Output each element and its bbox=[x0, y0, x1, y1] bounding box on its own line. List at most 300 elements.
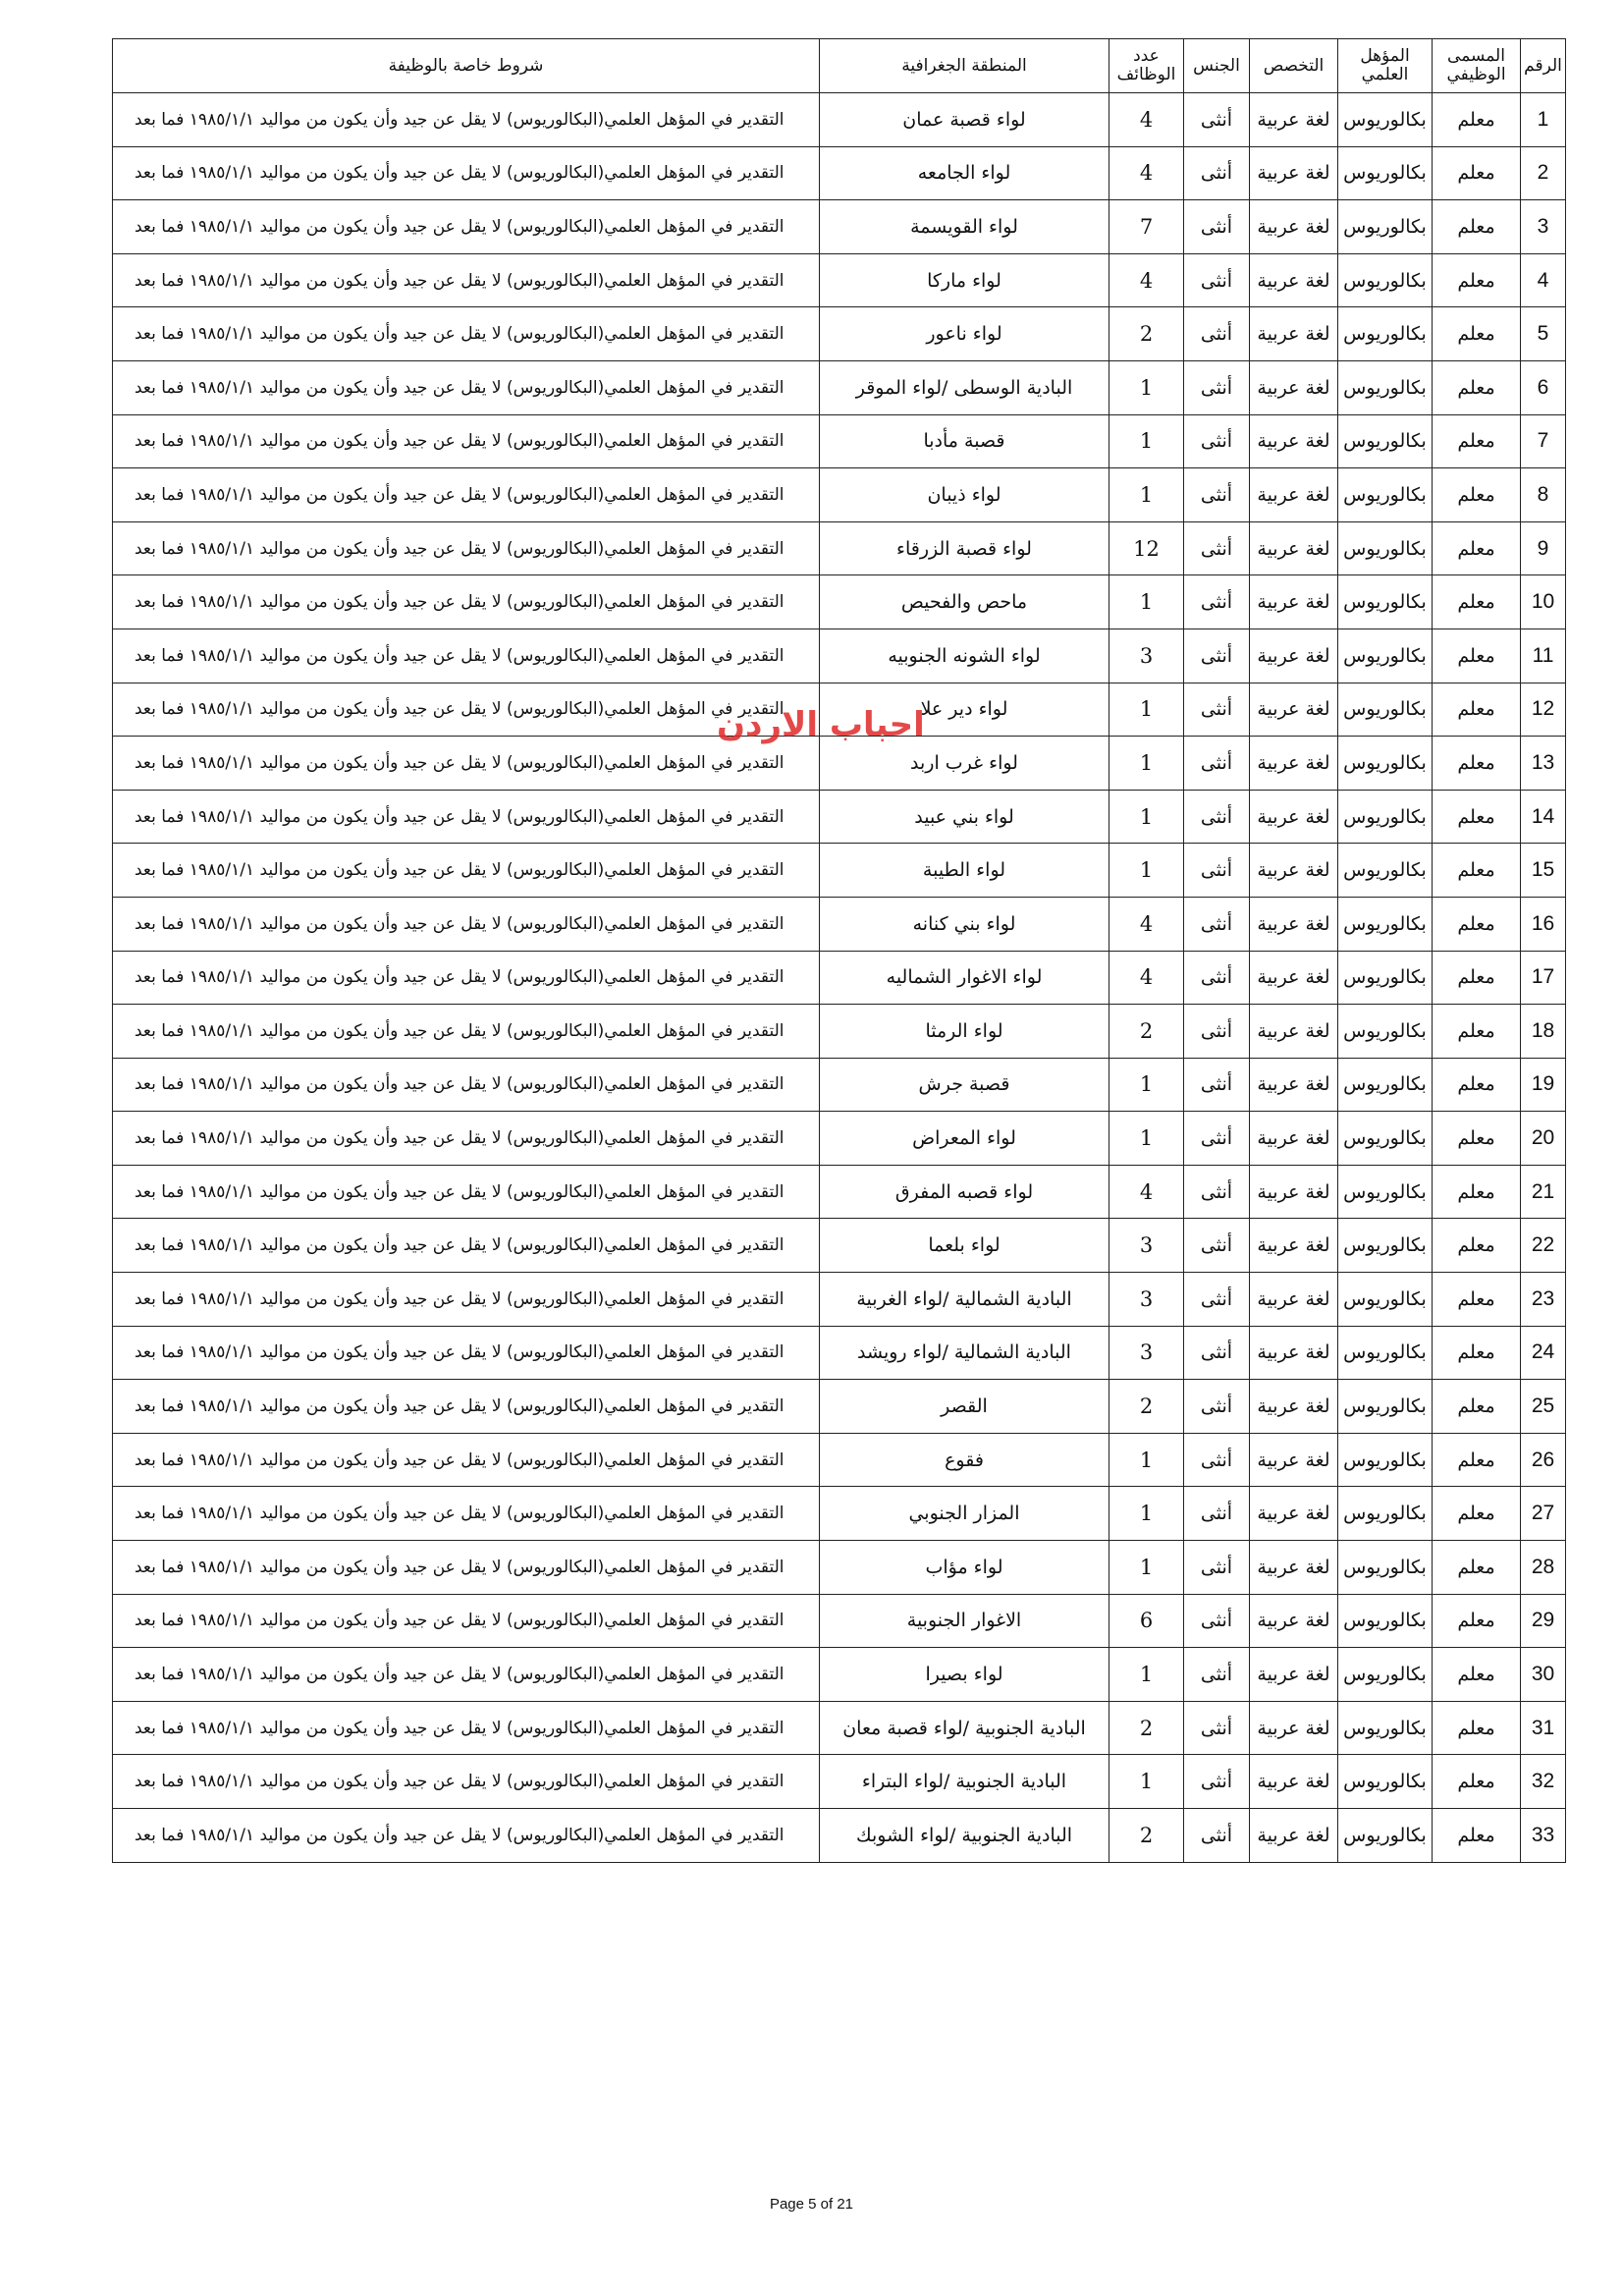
cell-gender: أنثى bbox=[1184, 683, 1250, 737]
cell-num: 23 bbox=[1521, 1273, 1566, 1327]
table-body bbox=[113, 93, 1566, 1863]
cell-specialization: لغة عربية bbox=[1250, 1594, 1338, 1648]
cell-title: معلم bbox=[1433, 790, 1521, 844]
cell-title: معلم bbox=[1433, 575, 1521, 629]
cell-qualification: بكالوريوس bbox=[1338, 200, 1433, 254]
cell-gender: أنثى bbox=[1184, 521, 1250, 575]
cell-gender: أنثى bbox=[1184, 1487, 1250, 1541]
table-row bbox=[113, 521, 1566, 575]
jobs-table-container bbox=[112, 38, 1565, 1863]
cell-qualification: بكالوريوس bbox=[1338, 1058, 1433, 1112]
cell-conditions: التقدير في المؤهل العلمي(البكالوريوس) لا يقل عن جيد وأن يكون من مواليد ١٩٨٥/١/١ فما بعد bbox=[113, 1380, 820, 1434]
cell-conditions: التقدير في المؤهل العلمي(البكالوريوس) لا يقل عن جيد وأن يكون من مواليد ١٩٨٥/١/١ فما بعد bbox=[113, 1005, 820, 1059]
cell-title: معلم bbox=[1433, 683, 1521, 737]
cell-specialization: لغة عربية bbox=[1250, 521, 1338, 575]
cell-count: 1 bbox=[1109, 1648, 1184, 1702]
cell-specialization: لغة عربية bbox=[1250, 1326, 1338, 1380]
cell-count: 1 bbox=[1109, 1433, 1184, 1487]
cell-conditions: التقدير في المؤهل العلمي(البكالوريوس) لا يقل عن جيد وأن يكون من مواليد ١٩٨٥/١/١ فما بعد bbox=[113, 951, 820, 1005]
cell-qualification: بكالوريوس bbox=[1338, 1594, 1433, 1648]
cell-gender: أنثى bbox=[1184, 1112, 1250, 1166]
cell-qualification: بكالوريوس bbox=[1338, 737, 1433, 791]
cell-conditions: التقدير في المؤهل العلمي(البكالوريوس) لا يقل عن جيد وأن يكون من مواليد ١٩٨٥/١/١ فما بعد bbox=[113, 737, 820, 791]
cell-conditions: التقدير في المؤهل العلمي(البكالوريوس) لا يقل عن جيد وأن يكون من مواليد ١٩٨٥/١/١ فما بعد bbox=[113, 521, 820, 575]
cell-num: 3 bbox=[1521, 200, 1566, 254]
cell-specialization: لغة عربية bbox=[1250, 1005, 1338, 1059]
table-row bbox=[113, 1219, 1566, 1273]
cell-title: معلم bbox=[1433, 414, 1521, 468]
cell-gender: أنثى bbox=[1184, 1433, 1250, 1487]
cell-num: 30 bbox=[1521, 1648, 1566, 1702]
cell-conditions: التقدير في المؤهل العلمي(البكالوريوس) لا يقل عن جيد وأن يكون من مواليد ١٩٨٥/١/١ فما بعد bbox=[113, 897, 820, 951]
table-row bbox=[113, 1487, 1566, 1541]
cell-conditions: التقدير في المؤهل العلمي(البكالوريوس) لا يقل عن جيد وأن يكون من مواليد ١٩٨٥/١/١ فما بعد bbox=[113, 414, 820, 468]
cell-gender: أنثى bbox=[1184, 1165, 1250, 1219]
cell-count: 2 bbox=[1109, 1005, 1184, 1059]
cell-num: 26 bbox=[1521, 1433, 1566, 1487]
cell-specialization: لغة عربية bbox=[1250, 1809, 1338, 1863]
header-region: المنطقة الجغرافية bbox=[820, 39, 1109, 93]
cell-count: 2 bbox=[1109, 1701, 1184, 1755]
cell-specialization: لغة عربية bbox=[1250, 468, 1338, 522]
cell-specialization: لغة عربية bbox=[1250, 1701, 1338, 1755]
cell-count: 2 bbox=[1109, 307, 1184, 361]
table-row bbox=[113, 844, 1566, 898]
cell-count: 4 bbox=[1109, 93, 1184, 147]
cell-count: 1 bbox=[1109, 737, 1184, 791]
cell-num: 21 bbox=[1521, 1165, 1566, 1219]
cell-specialization: لغة عربية bbox=[1250, 360, 1338, 414]
cell-qualification: بكالوريوس bbox=[1338, 897, 1433, 951]
cell-num: 12 bbox=[1521, 683, 1566, 737]
cell-title: معلم bbox=[1433, 1273, 1521, 1327]
cell-qualification: بكالوريوس bbox=[1338, 1380, 1433, 1434]
cell-count: 1 bbox=[1109, 1058, 1184, 1112]
cell-count: 1 bbox=[1109, 683, 1184, 737]
table-row bbox=[113, 1112, 1566, 1166]
cell-region: الاغوار الجنوبية bbox=[820, 1594, 1109, 1648]
cell-region: البادية الوسطى /لواء الموقر bbox=[820, 360, 1109, 414]
cell-specialization: لغة عربية bbox=[1250, 1219, 1338, 1273]
table-row bbox=[113, 1433, 1566, 1487]
cell-region: لواء الجامعه bbox=[820, 146, 1109, 200]
cell-specialization: لغة عربية bbox=[1250, 629, 1338, 683]
cell-specialization: لغة عربية bbox=[1250, 1487, 1338, 1541]
cell-count: 3 bbox=[1109, 1273, 1184, 1327]
cell-num: 17 bbox=[1521, 951, 1566, 1005]
cell-gender: أنثى bbox=[1184, 1755, 1250, 1809]
cell-qualification: بكالوريوس bbox=[1338, 1326, 1433, 1380]
cell-title: معلم bbox=[1433, 1648, 1521, 1702]
cell-num: 14 bbox=[1521, 790, 1566, 844]
cell-region: البادية الجنوبية /لواء الشوبك bbox=[820, 1809, 1109, 1863]
cell-gender: أنثى bbox=[1184, 844, 1250, 898]
cell-gender: أنثى bbox=[1184, 1058, 1250, 1112]
cell-qualification: بكالوريوس bbox=[1338, 1755, 1433, 1809]
cell-specialization: لغة عربية bbox=[1250, 737, 1338, 791]
cell-region: لواء الطيبة bbox=[820, 844, 1109, 898]
cell-qualification: بكالوريوس bbox=[1338, 951, 1433, 1005]
cell-count: 4 bbox=[1109, 146, 1184, 200]
cell-region: لواء بصيرا bbox=[820, 1648, 1109, 1702]
table-header-row bbox=[113, 39, 1566, 93]
cell-specialization: لغة عربية bbox=[1250, 897, 1338, 951]
cell-specialization: لغة عربية bbox=[1250, 146, 1338, 200]
cell-specialization: لغة عربية bbox=[1250, 1755, 1338, 1809]
table-row bbox=[113, 575, 1566, 629]
cell-region: لواء ماركا bbox=[820, 253, 1109, 307]
cell-title: معلم bbox=[1433, 200, 1521, 254]
cell-count: 1 bbox=[1109, 1755, 1184, 1809]
cell-count: 4 bbox=[1109, 1165, 1184, 1219]
table-row bbox=[113, 146, 1566, 200]
cell-region: لواء الاغوار الشماليه bbox=[820, 951, 1109, 1005]
cell-num: 4 bbox=[1521, 253, 1566, 307]
cell-region: لواء قصبة عمان bbox=[820, 93, 1109, 147]
cell-title: معلم bbox=[1433, 360, 1521, 414]
cell-specialization: لغة عربية bbox=[1250, 1165, 1338, 1219]
cell-title: معلم bbox=[1433, 1058, 1521, 1112]
cell-region: لواء قصبه المفرق bbox=[820, 1165, 1109, 1219]
cell-num: 11 bbox=[1521, 629, 1566, 683]
table-row bbox=[113, 897, 1566, 951]
cell-specialization: لغة عربية bbox=[1250, 1380, 1338, 1434]
cell-title: معلم bbox=[1433, 629, 1521, 683]
table-row bbox=[113, 790, 1566, 844]
cell-num: 28 bbox=[1521, 1541, 1566, 1595]
cell-title: معلم bbox=[1433, 1380, 1521, 1434]
page-footer: Page 5 of 21 bbox=[769, 2196, 854, 2213]
cell-conditions: التقدير في المؤهل العلمي(البكالوريوس) لا يقل عن جيد وأن يكون من مواليد ١٩٨٥/١/١ فما بعد bbox=[113, 683, 820, 737]
table-row bbox=[113, 629, 1566, 683]
cell-conditions: التقدير في المؤهل العلمي(البكالوريوس) لا يقل عن جيد وأن يكون من مواليد ١٩٨٥/١/١ فما بعد bbox=[113, 1112, 820, 1166]
cell-qualification: بكالوريوس bbox=[1338, 1701, 1433, 1755]
cell-specialization: لغة عربية bbox=[1250, 307, 1338, 361]
table-row bbox=[113, 1326, 1566, 1380]
cell-specialization: لغة عربية bbox=[1250, 93, 1338, 147]
cell-num: 25 bbox=[1521, 1380, 1566, 1434]
cell-count: 4 bbox=[1109, 897, 1184, 951]
table-row bbox=[113, 1594, 1566, 1648]
table-row bbox=[113, 1701, 1566, 1755]
cell-num: 33 bbox=[1521, 1809, 1566, 1863]
cell-region: لواء القويسمة bbox=[820, 200, 1109, 254]
cell-region: القصر bbox=[820, 1380, 1109, 1434]
cell-count: 2 bbox=[1109, 1809, 1184, 1863]
cell-conditions: التقدير في المؤهل العلمي(البكالوريوس) لا يقل عن جيد وأن يكون من مواليد ١٩٨٥/١/١ فما بعد bbox=[113, 1219, 820, 1273]
cell-title: معلم bbox=[1433, 1219, 1521, 1273]
cell-specialization: لغة عربية bbox=[1250, 951, 1338, 1005]
cell-conditions: التقدير في المؤهل العلمي(البكالوريوس) لا يقل عن جيد وأن يكون من مواليد ١٩٨٥/١/١ فما بعد bbox=[113, 1541, 820, 1595]
cell-gender: أنثى bbox=[1184, 951, 1250, 1005]
cell-region: لواء الرمثا bbox=[820, 1005, 1109, 1059]
cell-gender: أنثى bbox=[1184, 1541, 1250, 1595]
cell-qualification: بكالوريوس bbox=[1338, 1487, 1433, 1541]
cell-gender: أنثى bbox=[1184, 790, 1250, 844]
cell-count: 3 bbox=[1109, 1219, 1184, 1273]
jobs-table bbox=[112, 38, 1566, 1863]
cell-conditions: التقدير في المؤهل العلمي(البكالوريوس) لا يقل عن جيد وأن يكون من مواليد ١٩٨٥/١/١ فما بعد bbox=[113, 1809, 820, 1863]
cell-region: فقوع bbox=[820, 1433, 1109, 1487]
cell-qualification: بكالوريوس bbox=[1338, 629, 1433, 683]
cell-specialization: لغة عربية bbox=[1250, 1058, 1338, 1112]
cell-count: 2 bbox=[1109, 1380, 1184, 1434]
cell-count: 1 bbox=[1109, 575, 1184, 629]
cell-gender: أنثى bbox=[1184, 414, 1250, 468]
cell-num: 13 bbox=[1521, 737, 1566, 791]
cell-specialization: لغة عربية bbox=[1250, 414, 1338, 468]
cell-num: 7 bbox=[1521, 414, 1566, 468]
cell-title: معلم bbox=[1433, 1165, 1521, 1219]
cell-num: 19 bbox=[1521, 1058, 1566, 1112]
cell-conditions: التقدير في المؤهل العلمي(البكالوريوس) لا يقل عن جيد وأن يكون من مواليد ١٩٨٥/١/١ فما بعد bbox=[113, 468, 820, 522]
cell-specialization: لغة عربية bbox=[1250, 253, 1338, 307]
cell-region: البادية الجنوبية /لواء قصبة معان bbox=[820, 1701, 1109, 1755]
cell-region: لواء دير علا bbox=[820, 683, 1109, 737]
cell-num: 24 bbox=[1521, 1326, 1566, 1380]
cell-count: 1 bbox=[1109, 844, 1184, 898]
cell-num: 6 bbox=[1521, 360, 1566, 414]
header-title: المسمى الوظيفي bbox=[1433, 39, 1521, 93]
cell-gender: أنثى bbox=[1184, 1326, 1250, 1380]
cell-count: 1 bbox=[1109, 360, 1184, 414]
cell-conditions: التقدير في المؤهل العلمي(البكالوريوس) لا يقل عن جيد وأن يكون من مواليد ١٩٨٥/١/١ فما بعد bbox=[113, 200, 820, 254]
cell-gender: أنثى bbox=[1184, 897, 1250, 951]
cell-title: معلم bbox=[1433, 951, 1521, 1005]
cell-qualification: بكالوريوس bbox=[1338, 1273, 1433, 1327]
cell-qualification: بكالوريوس bbox=[1338, 521, 1433, 575]
cell-count: 1 bbox=[1109, 1487, 1184, 1541]
cell-region: لواء بلعما bbox=[820, 1219, 1109, 1273]
cell-region: البادية الجنوبية /لواء البتراء bbox=[820, 1755, 1109, 1809]
cell-qualification: بكالوريوس bbox=[1338, 307, 1433, 361]
cell-title: معلم bbox=[1433, 844, 1521, 898]
table-row bbox=[113, 1058, 1566, 1112]
cell-region: المزار الجنوبي bbox=[820, 1487, 1109, 1541]
cell-gender: أنثى bbox=[1184, 200, 1250, 254]
cell-conditions: التقدير في المؤهل العلمي(البكالوريوس) لا يقل عن جيد وأن يكون من مواليد ١٩٨٥/١/١ فما بعد bbox=[113, 1701, 820, 1755]
cell-qualification: بكالوريوس bbox=[1338, 1809, 1433, 1863]
cell-region: لواء مؤاب bbox=[820, 1541, 1109, 1595]
cell-gender: أنثى bbox=[1184, 1648, 1250, 1702]
cell-gender: أنثى bbox=[1184, 307, 1250, 361]
cell-conditions: التقدير في المؤهل العلمي(البكالوريوس) لا يقل عن جيد وأن يكون من مواليد ١٩٨٥/١/١ فما بعد bbox=[113, 1755, 820, 1809]
cell-qualification: بكالوريوس bbox=[1338, 790, 1433, 844]
cell-region: لواء ناعور bbox=[820, 307, 1109, 361]
table-row bbox=[113, 1755, 1566, 1809]
cell-region: لواء بني كنانه bbox=[820, 897, 1109, 951]
cell-gender: أنثى bbox=[1184, 253, 1250, 307]
cell-num: 2 bbox=[1521, 146, 1566, 200]
cell-title: معلم bbox=[1433, 1541, 1521, 1595]
cell-qualification: بكالوريوس bbox=[1338, 360, 1433, 414]
table-row bbox=[113, 951, 1566, 1005]
cell-conditions: التقدير في المؤهل العلمي(البكالوريوس) لا يقل عن جيد وأن يكون من مواليد ١٩٨٥/١/١ فما بعد bbox=[113, 253, 820, 307]
cell-conditions: التقدير في المؤهل العلمي(البكالوريوس) لا يقل عن جيد وأن يكون من مواليد ١٩٨٥/١/١ فما بعد bbox=[113, 575, 820, 629]
cell-count: 1 bbox=[1109, 790, 1184, 844]
cell-gender: أنثى bbox=[1184, 575, 1250, 629]
cell-num: 16 bbox=[1521, 897, 1566, 951]
cell-conditions: التقدير في المؤهل العلمي(البكالوريوس) لا يقل عن جيد وأن يكون من مواليد ١٩٨٥/١/١ فما بعد bbox=[113, 1273, 820, 1327]
cell-region: لواء بني عبيد bbox=[820, 790, 1109, 844]
cell-gender: أنثى bbox=[1184, 1380, 1250, 1434]
cell-gender: أنثى bbox=[1184, 93, 1250, 147]
cell-title: معلم bbox=[1433, 897, 1521, 951]
table-row bbox=[113, 1648, 1566, 1702]
cell-qualification: بكالوريوس bbox=[1338, 1112, 1433, 1166]
cell-gender: أنثى bbox=[1184, 1219, 1250, 1273]
cell-region: لواء غرب اربد bbox=[820, 737, 1109, 791]
table-row bbox=[113, 360, 1566, 414]
cell-num: 31 bbox=[1521, 1701, 1566, 1755]
cell-qualification: بكالوريوس bbox=[1338, 253, 1433, 307]
cell-gender: أنثى bbox=[1184, 1273, 1250, 1327]
cell-title: معلم bbox=[1433, 737, 1521, 791]
cell-specialization: لغة عربية bbox=[1250, 1273, 1338, 1327]
table-row bbox=[113, 1273, 1566, 1327]
cell-gender: أنثى bbox=[1184, 1701, 1250, 1755]
table-row bbox=[113, 1380, 1566, 1434]
table-row bbox=[113, 200, 1566, 254]
cell-conditions: التقدير في المؤهل العلمي(البكالوريوس) لا يقل عن جيد وأن يكون من مواليد ١٩٨٥/١/١ فما بعد bbox=[113, 1487, 820, 1541]
cell-conditions: التقدير في المؤهل العلمي(البكالوريوس) لا يقل عن جيد وأن يكون من مواليد ١٩٨٥/١/١ فما بعد bbox=[113, 307, 820, 361]
table-row bbox=[113, 414, 1566, 468]
cell-title: معلم bbox=[1433, 146, 1521, 200]
cell-count: 4 bbox=[1109, 253, 1184, 307]
cell-count: 3 bbox=[1109, 1326, 1184, 1380]
cell-qualification: بكالوريوس bbox=[1338, 146, 1433, 200]
table-row bbox=[113, 253, 1566, 307]
cell-gender: أنثى bbox=[1184, 737, 1250, 791]
cell-num: 10 bbox=[1521, 575, 1566, 629]
cell-num: 32 bbox=[1521, 1755, 1566, 1809]
cell-count: 6 bbox=[1109, 1594, 1184, 1648]
cell-specialization: لغة عربية bbox=[1250, 200, 1338, 254]
cell-specialization: لغة عربية bbox=[1250, 1433, 1338, 1487]
cell-gender: أنثى bbox=[1184, 629, 1250, 683]
cell-region: البادية الشمالية /لواء رويشد bbox=[820, 1326, 1109, 1380]
cell-conditions: التقدير في المؤهل العلمي(البكالوريوس) لا يقل عن جيد وأن يكون من مواليد ١٩٨٥/١/١ فما بعد bbox=[113, 146, 820, 200]
cell-qualification: بكالوريوس bbox=[1338, 1648, 1433, 1702]
cell-region: ماحص والفحيص bbox=[820, 575, 1109, 629]
cell-conditions: التقدير في المؤهل العلمي(البكالوريوس) لا يقل عن جيد وأن يكون من مواليد ١٩٨٥/١/١ فما بعد bbox=[113, 790, 820, 844]
cell-conditions: التقدير في المؤهل العلمي(البكالوريوس) لا يقل عن جيد وأن يكون من مواليد ١٩٨٥/١/١ فما بعد bbox=[113, 1433, 820, 1487]
cell-gender: أنثى bbox=[1184, 1005, 1250, 1059]
cell-qualification: بكالوريوس bbox=[1338, 93, 1433, 147]
cell-qualification: بكالوريوس bbox=[1338, 468, 1433, 522]
table-row bbox=[113, 1541, 1566, 1595]
cell-num: 9 bbox=[1521, 521, 1566, 575]
cell-title: معلم bbox=[1433, 1005, 1521, 1059]
cell-num: 5 bbox=[1521, 307, 1566, 361]
table-row bbox=[113, 307, 1566, 361]
header-conditions: شروط خاصة بالوظيفة bbox=[113, 39, 820, 93]
cell-conditions: التقدير في المؤهل العلمي(البكالوريوس) لا يقل عن جيد وأن يكون من مواليد ١٩٨٥/١/١ فما بعد bbox=[113, 1594, 820, 1648]
cell-specialization: لغة عربية bbox=[1250, 1541, 1338, 1595]
cell-region: لواء قصبة الزرقاء bbox=[820, 521, 1109, 575]
table-row bbox=[113, 1809, 1566, 1863]
cell-specialization: لغة عربية bbox=[1250, 844, 1338, 898]
cell-num: 15 bbox=[1521, 844, 1566, 898]
cell-gender: أنثى bbox=[1184, 1809, 1250, 1863]
table-row bbox=[113, 1005, 1566, 1059]
cell-gender: أنثى bbox=[1184, 468, 1250, 522]
cell-title: معلم bbox=[1433, 521, 1521, 575]
cell-title: معلم bbox=[1433, 1755, 1521, 1809]
cell-qualification: بكالوريوس bbox=[1338, 1005, 1433, 1059]
header-qualification: المؤهل العلمي bbox=[1338, 39, 1433, 93]
cell-count: 4 bbox=[1109, 951, 1184, 1005]
header-gender: الجنس bbox=[1184, 39, 1250, 93]
cell-qualification: بكالوريوس bbox=[1338, 1433, 1433, 1487]
cell-count: 3 bbox=[1109, 629, 1184, 683]
cell-region: البادية الشمالية /لواء الغربية bbox=[820, 1273, 1109, 1327]
cell-region: لواء المعراض bbox=[820, 1112, 1109, 1166]
cell-qualification: بكالوريوس bbox=[1338, 844, 1433, 898]
cell-conditions: التقدير في المؤهل العلمي(البكالوريوس) لا يقل عن جيد وأن يكون من مواليد ١٩٨٥/١/١ فما بعد bbox=[113, 844, 820, 898]
cell-count: 1 bbox=[1109, 1112, 1184, 1166]
table-row bbox=[113, 1165, 1566, 1219]
cell-num: 1 bbox=[1521, 93, 1566, 147]
cell-region: قصبة جرش bbox=[820, 1058, 1109, 1112]
cell-conditions: التقدير في المؤهل العلمي(البكالوريوس) لا يقل عن جيد وأن يكون من مواليد ١٩٨٥/١/١ فما بعد bbox=[113, 1648, 820, 1702]
cell-num: 8 bbox=[1521, 468, 1566, 522]
cell-count: 1 bbox=[1109, 414, 1184, 468]
cell-title: معلم bbox=[1433, 253, 1521, 307]
cell-title: معلم bbox=[1433, 1594, 1521, 1648]
cell-count: 7 bbox=[1109, 200, 1184, 254]
cell-gender: أنثى bbox=[1184, 1594, 1250, 1648]
cell-region: لواء ذيبان bbox=[820, 468, 1109, 522]
cell-title: معلم bbox=[1433, 1433, 1521, 1487]
cell-title: معلم bbox=[1433, 1487, 1521, 1541]
cell-title: معلم bbox=[1433, 468, 1521, 522]
cell-title: معلم bbox=[1433, 1701, 1521, 1755]
cell-gender: أنثى bbox=[1184, 146, 1250, 200]
header-num: الرقم bbox=[1521, 39, 1566, 93]
cell-title: معلم bbox=[1433, 1112, 1521, 1166]
cell-qualification: بكالوريوس bbox=[1338, 1165, 1433, 1219]
table-row bbox=[113, 93, 1566, 147]
cell-conditions: التقدير في المؤهل العلمي(البكالوريوس) لا يقل عن جيد وأن يكون من مواليد ١٩٨٥/١/١ فما بعد bbox=[113, 1165, 820, 1219]
cell-title: معلم bbox=[1433, 1809, 1521, 1863]
header-count: عدد الوظائف bbox=[1109, 39, 1184, 93]
cell-title: معلم bbox=[1433, 1326, 1521, 1380]
cell-count: 1 bbox=[1109, 1541, 1184, 1595]
cell-conditions: التقدير في المؤهل العلمي(البكالوريوس) لا يقل عن جيد وأن يكون من مواليد ١٩٨٥/١/١ فما بعد bbox=[113, 1326, 820, 1380]
cell-specialization: لغة عربية bbox=[1250, 790, 1338, 844]
cell-qualification: بكالوريوس bbox=[1338, 414, 1433, 468]
cell-num: 20 bbox=[1521, 1112, 1566, 1166]
cell-qualification: بكالوريوس bbox=[1338, 575, 1433, 629]
cell-qualification: بكالوريوس bbox=[1338, 1219, 1433, 1273]
cell-gender: أنثى bbox=[1184, 360, 1250, 414]
cell-specialization: لغة عربية bbox=[1250, 575, 1338, 629]
cell-count: 1 bbox=[1109, 468, 1184, 522]
header-specialization: التخصص bbox=[1250, 39, 1338, 93]
cell-conditions: التقدير في المؤهل العلمي(البكالوريوس) لا يقل عن جيد وأن يكون من مواليد ١٩٨٥/١/١ فما بعد bbox=[113, 1058, 820, 1112]
cell-qualification: بكالوريوس bbox=[1338, 683, 1433, 737]
cell-num: 27 bbox=[1521, 1487, 1566, 1541]
cell-specialization: لغة عربية bbox=[1250, 1112, 1338, 1166]
cell-count: 12 bbox=[1109, 521, 1184, 575]
cell-conditions: التقدير في المؤهل العلمي(البكالوريوس) لا يقل عن جيد وأن يكون من مواليد ١٩٨٥/١/١ فما بعد bbox=[113, 93, 820, 147]
cell-title: معلم bbox=[1433, 93, 1521, 147]
cell-title: معلم bbox=[1433, 307, 1521, 361]
cell-specialization: لغة عربية bbox=[1250, 683, 1338, 737]
cell-num: 22 bbox=[1521, 1219, 1566, 1273]
cell-conditions: التقدير في المؤهل العلمي(البكالوريوس) لا يقل عن جيد وأن يكون من مواليد ١٩٨٥/١/١ فما بعد bbox=[113, 360, 820, 414]
